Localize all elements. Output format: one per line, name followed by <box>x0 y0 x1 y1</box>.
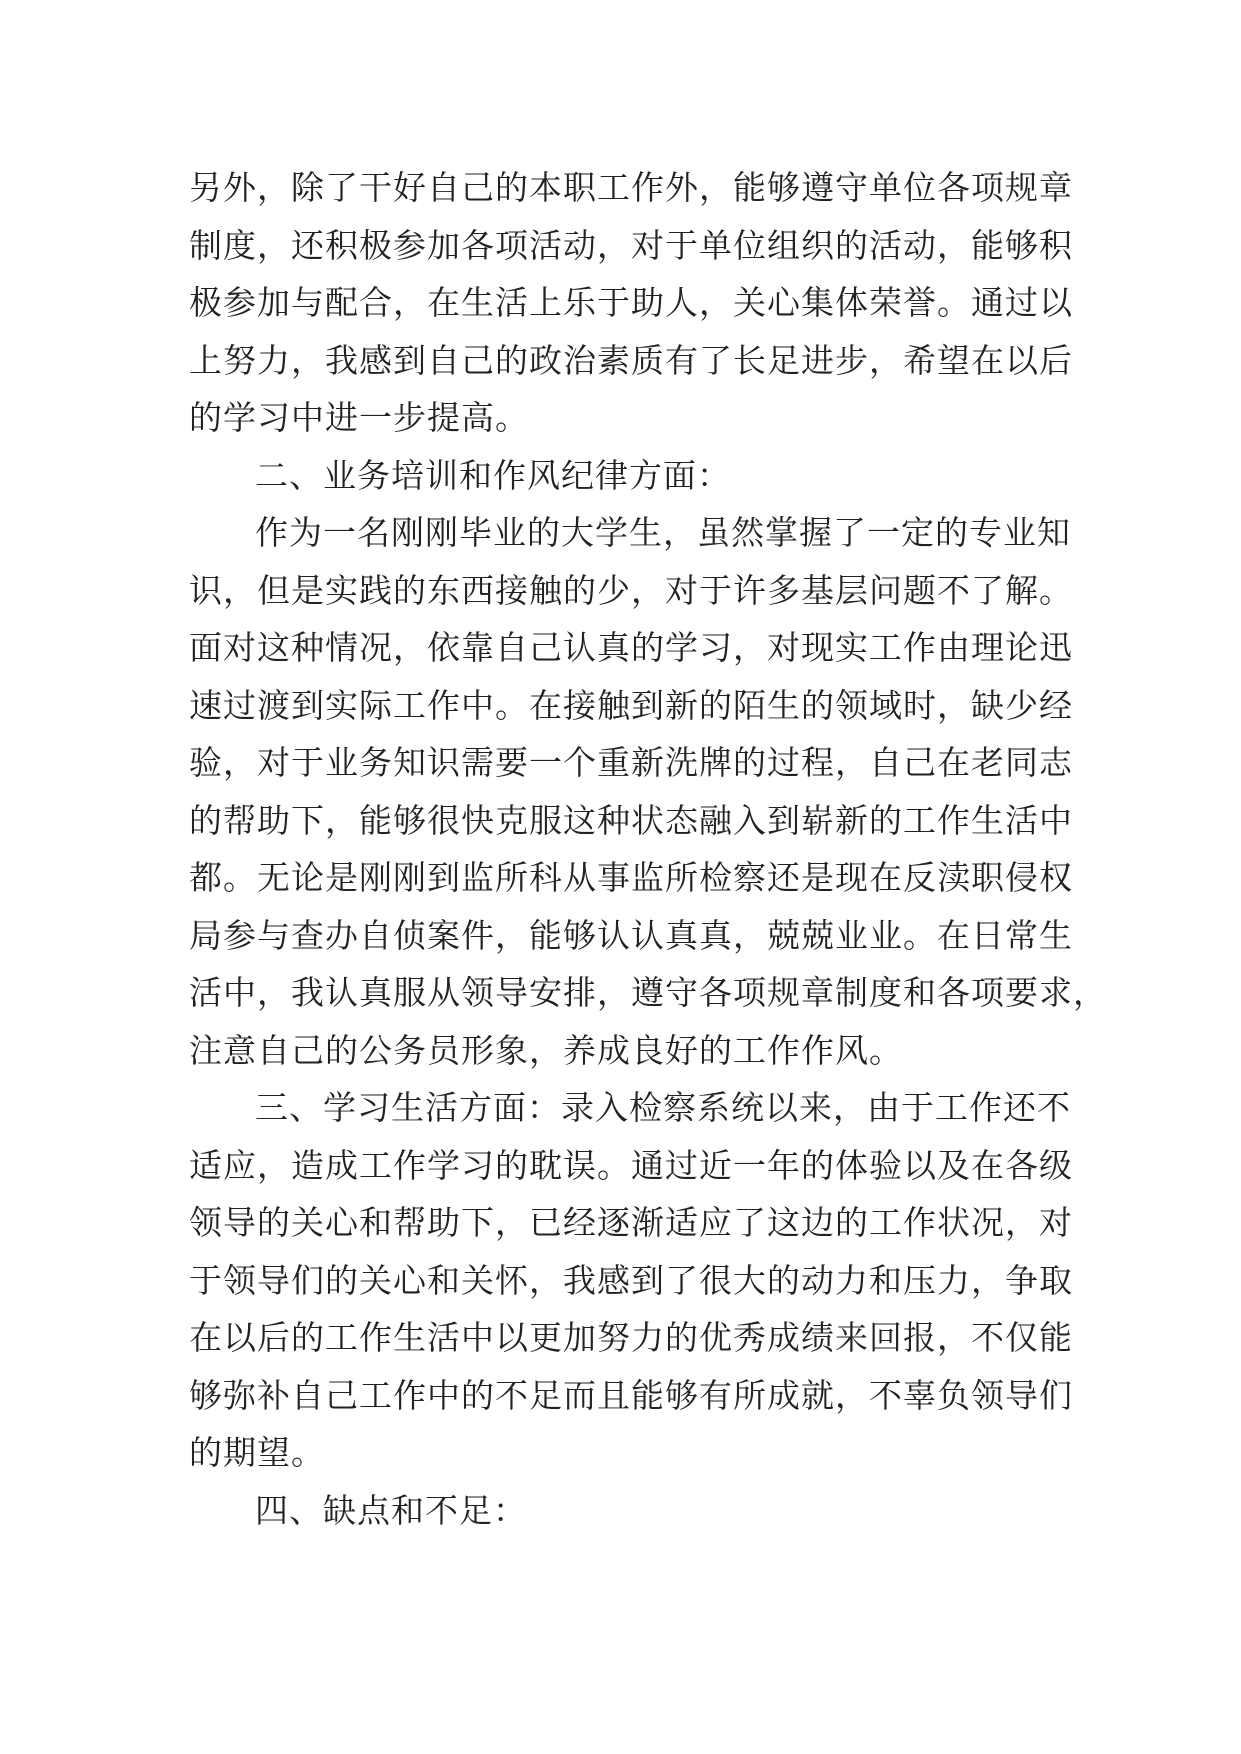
text-line: 局参与查办自侦案件，能够认认真真，兢兢业业。在日常生 <box>189 915 1073 955</box>
text-line: 在以后的工作生活中以更加努力的优秀成绩来回报，不仅能 <box>189 1318 1073 1357</box>
text-line: 适应，造成工作学习的耽误。通过近一年的体验以及在各级 <box>189 1145 1073 1185</box>
text-line: 识，但是实践的东西接触的少，对于许多基层问题不了解。 <box>189 570 1073 610</box>
text-line: 都。无论是刚刚到监所科从事监所检察还是现在反渎职侵权 <box>189 858 1073 897</box>
text-line: 另外，除了干好自己的本职工作外，能够遵守单位各项规章 <box>189 168 1073 207</box>
text-line: 够弥补自己工作中的不足而且能够有所成就，不辜负领导们 <box>189 1375 1073 1415</box>
text-line: 作为一名刚刚毕业的大学生，虽然掌握了一定的专业知 <box>255 513 1071 552</box>
text-line: 极参加与配合，在生活上乐于助人，关心集体荣誉。通过以 <box>189 283 1073 322</box>
text-line: 四、缺点和不足： <box>255 1490 527 1530</box>
document-body <box>189 159 1107 1539</box>
text-line: 于领导们的关心和关怀，我感到了很大的动力和压力，争取 <box>189 1260 1073 1300</box>
text-line: 的期望。 <box>189 1433 325 1472</box>
text-line: 面对这种情况，依靠自己认真的学习，对现实工作由理论迅 <box>189 628 1073 667</box>
text-line: 制度，还积极参加各项活动，对于单位组织的活动，能够积 <box>189 225 1073 265</box>
text-line: 验，对于业务知识需要一个重新洗牌的过程，自己在老同志 <box>189 743 1073 782</box>
text-line: 二、业务培训和作风纪律方面： <box>255 455 731 495</box>
text-line: 领导的关心和帮助下，已经逐渐适应了这边的工作状况，对 <box>189 1203 1073 1242</box>
text-line: 速过渡到实际工作中。在接触到新的陌生的领域时，缺少经 <box>189 685 1073 725</box>
text-line: 的学习中进一步提高。 <box>189 398 529 437</box>
text-line: 注意自己的公务员形象，养成良好的工作作风。 <box>189 1030 903 1070</box>
text-line: 上努力，我感到自己的政治素质有了长足进步，希望在以后 <box>189 340 1073 380</box>
text-line: 三、学习生活方面：录入检察系统以来，由于工作还不 <box>255 1088 1071 1127</box>
text-line: 活中，我认真服从领导安排，遵守各项规章制度和各项要求， <box>189 973 1107 1012</box>
text-line: 的帮助下，能够很快克服这种状态融入到崭新的工作生活中 <box>189 800 1073 840</box>
